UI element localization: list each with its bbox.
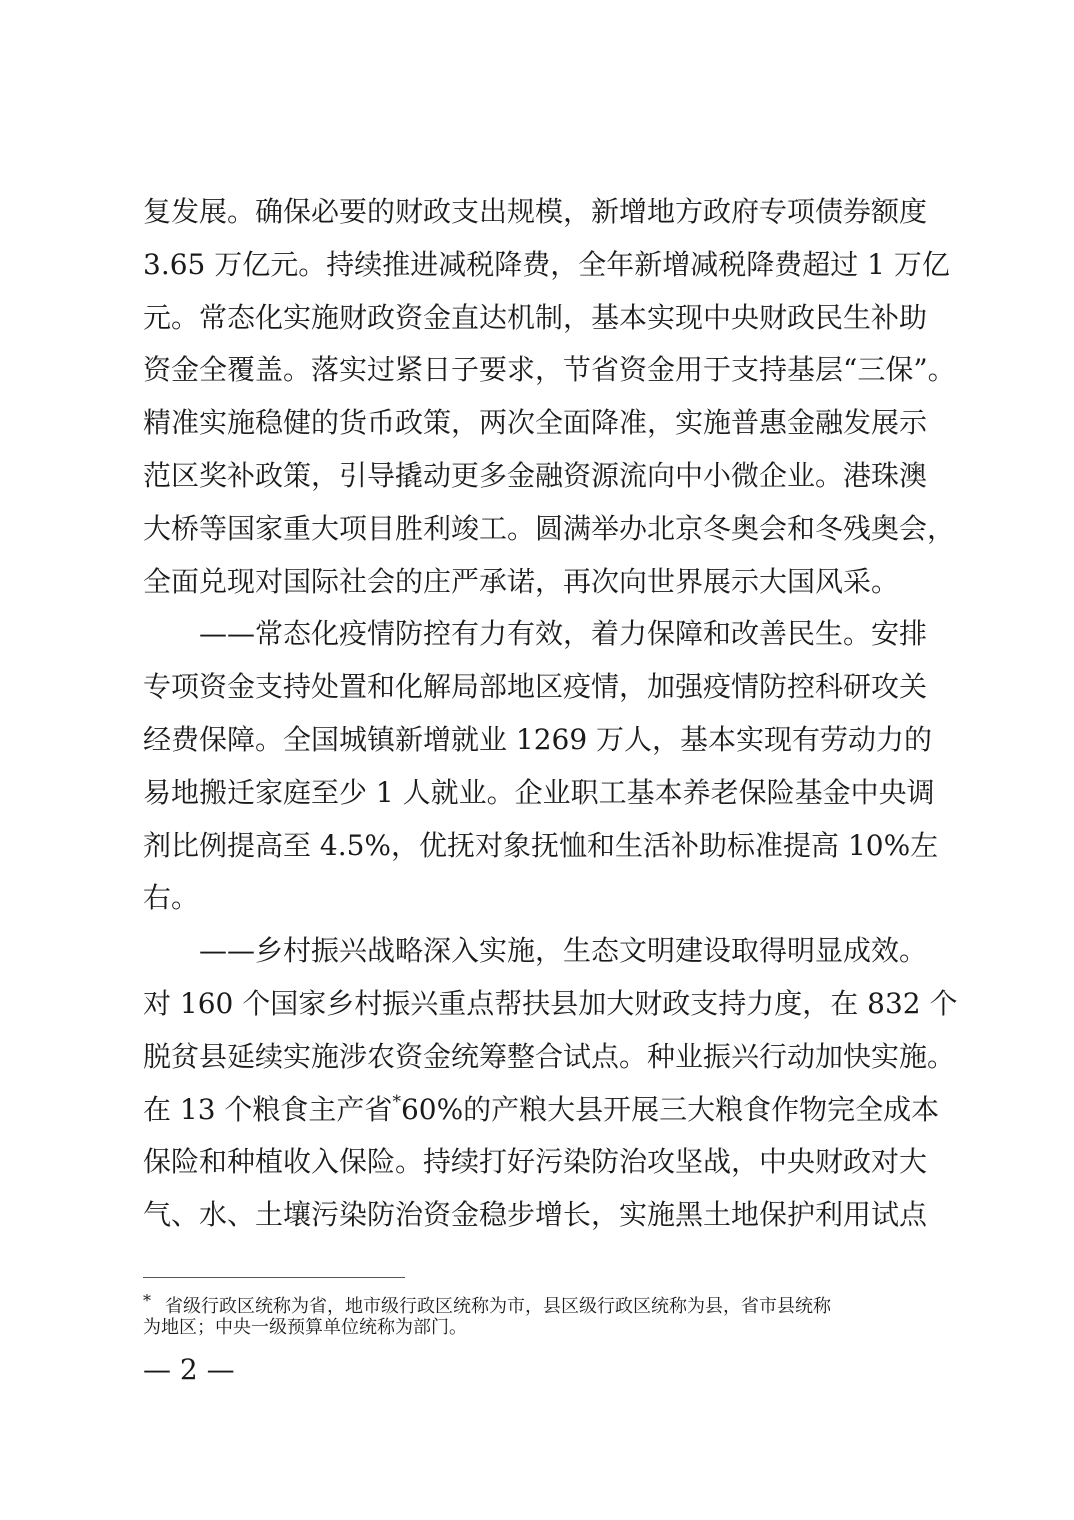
footnote-text-1: 省级行政区统称为省，地市级行政区统称为市，县区级行政区统称为县，省市县统称 [165, 1296, 831, 1317]
text-line-6: 范区奖补政策，引导撬动更多金融资源流向中小微企业。港珠澳 [143, 458, 928, 492]
footnote-divider [143, 1277, 405, 1278]
text-line-15: ——乡村振兴战略深入实施，生态文明建设取得明显成效。 [199, 934, 928, 968]
footnote-line-1 [143, 1287, 943, 1317]
body-text [143, 186, 958, 1242]
text-line-18 [143, 1084, 940, 1137]
text-line-18-before: 在 13 个粮食主产省 [143, 1092, 393, 1126]
text-line-14: 右。 [143, 881, 200, 915]
text-line-17: 脱贫县延续实施涉农资金统筹整合试点。种业振兴行动加快实施。 [143, 1039, 956, 1073]
page-number: — 2 — [143, 1353, 235, 1386]
text-line-7: 大桥等国家重大项目胜利竣工。圆满举办北京冬奥会和冬残奥会， [143, 511, 956, 545]
text-line-3: 元。常态化实施财政资金直达机制，基本实现中央财政民生补助 [143, 300, 928, 334]
text-line-1: 复发展。确保必要的财政支出规模，新增地方政府专项债券额度 [143, 195, 928, 228]
text-line-12: 易地搬迁家庭至少 1 人就业。企业职工基本养老保险基金中央调 [143, 775, 935, 809]
text-line-10: 专项资金支持处置和化解局部地区疫情，加强疫情防控科研攻关 [143, 670, 928, 704]
text-line-19: 保险和种植收入保险。持续打好污染防治攻坚战，中央财政对大 [143, 1145, 928, 1179]
text-line-8: 全面兑现对国际社会的庄严承诺，再次向世界展示大国风采。 [143, 564, 900, 598]
text-line-20: 气、水、土壤污染防治资金稳步增长，实施黑土地保护利用试点 [143, 1198, 928, 1232]
footnote [143, 1287, 943, 1341]
text-line-9: ——常态化疫情防控有力有效，着力保障和改善民生。安排 [199, 617, 928, 651]
text-line-18-after: 60%的产粮大县开展三大粮食作物完全成本 [400, 1092, 940, 1126]
text-line-5: 精准实施稳健的货币政策，两次全面降准，实施普惠金融发展示 [143, 406, 928, 440]
text-line-16: 对 160 个国家乡村振兴重点帮扶县加大财政支持力度，在 832 个 [143, 986, 958, 1020]
footnote-reference-mark: * [392, 1091, 401, 1112]
text-line-11: 经费保障。全国城镇新增就业 1269 万人，基本实现有劳动力的 [143, 722, 933, 756]
text-line-13: 剂比例提高至 4.5%，优抚对象抚恤和生活补助标准提高 10%左 [143, 828, 939, 862]
footnote-marker: * [143, 1291, 151, 1310]
text-line-4: 资金全覆盖。落实过紧日子要求，节省资金用于支持基层“三保”。 [143, 353, 956, 387]
text-line-2: 3.65 万亿元。持续推进减税降费，全年新增减税降费超过 1 万亿 [143, 247, 950, 281]
footnote-line-2: 为地区；中央一级预算单位统称为部门。 [143, 1317, 467, 1338]
